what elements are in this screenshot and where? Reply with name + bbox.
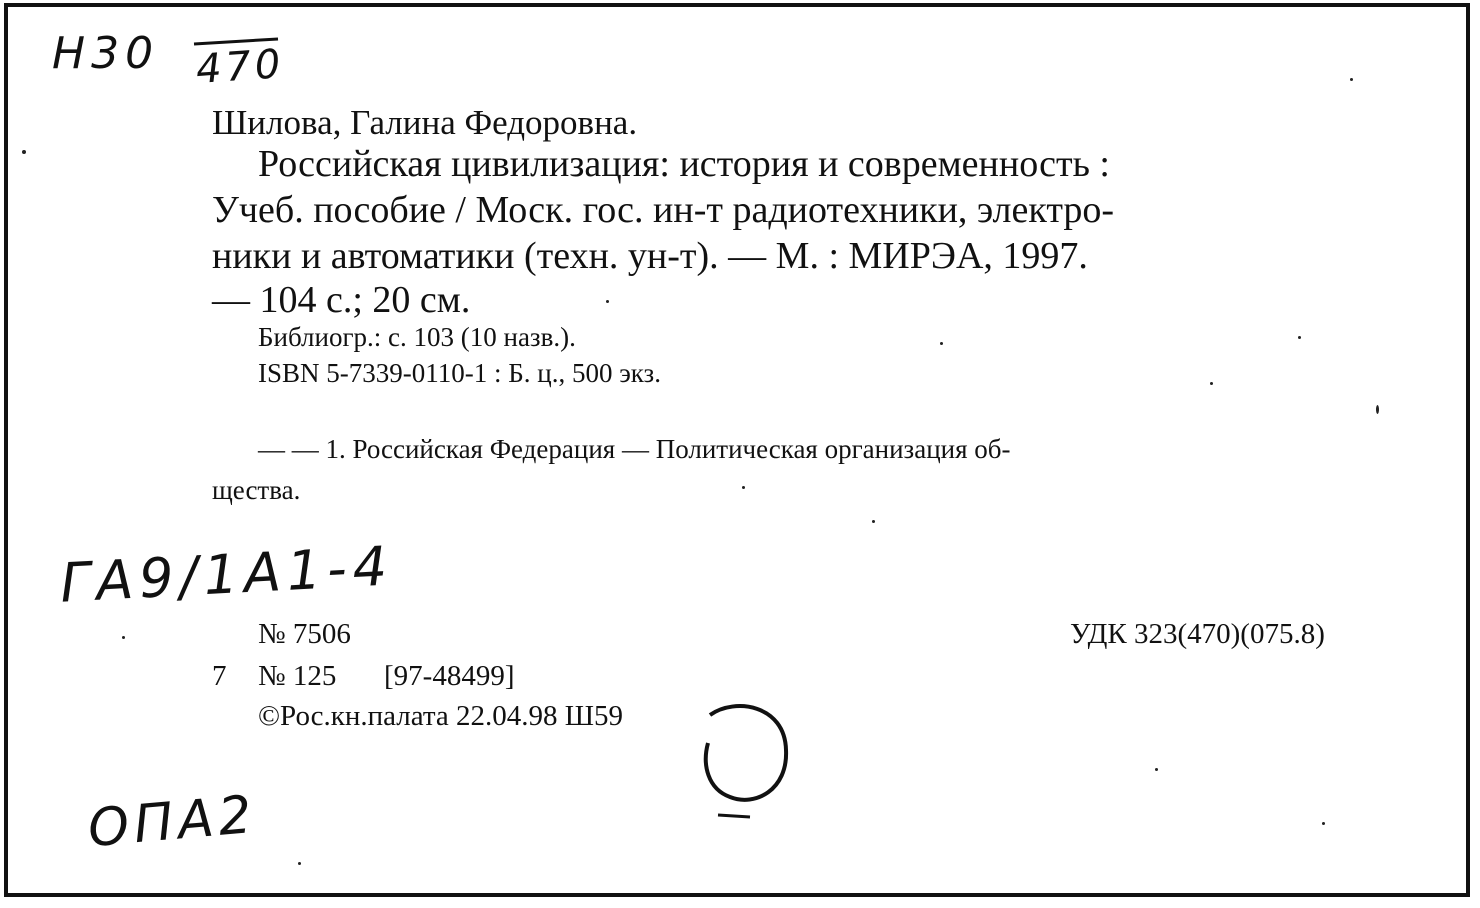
registration-prefix: 7 (212, 660, 227, 692)
scan-speck (1322, 822, 1325, 825)
scan-speck (940, 342, 943, 345)
overline-mark (192, 36, 282, 48)
description-line-1: Российская цивилизация: история и современность : (258, 143, 1110, 185)
scan-speck (742, 486, 745, 489)
registration-number: № 125 (258, 660, 337, 692)
record-number: № 7506 (258, 618, 351, 650)
scan-speck (22, 150, 26, 154)
udc-code: УДК 323(470)(075.8) (1070, 618, 1325, 650)
scan-speck (872, 520, 875, 523)
isbn-note: ISBN 5-7339-0110-1 : Б. ц., 500 экз. (258, 358, 661, 388)
scan-speck (122, 636, 125, 639)
description-line-2: Учеб. пособие / Моск. гос. ин-т радиотехники, электро- (212, 189, 1115, 231)
subject-line-2: щества. (212, 475, 301, 505)
scan-speck (1376, 405, 1379, 414)
scan-speck (1155, 768, 1158, 771)
bibliography-note: Библиогр.: с. 103 (10 назв.). (258, 322, 576, 352)
description-line-4: — 104 с.; 20 см. (212, 279, 471, 321)
author-heading: Шилова, Галина Федоровна. (212, 103, 638, 142)
call-number-handwritten: 470 (194, 40, 286, 94)
description-line-3: ники и автоматики (техн. ун-т). — М. : МИРЭА, 1997. (212, 235, 1088, 277)
handwritten-bottom-code: ОПА2 (85, 784, 259, 860)
scan-speck (1350, 78, 1353, 81)
subject-line-1: — — 1. Российская Федерация — Политическая организация об- (258, 434, 1011, 464)
scan-speck (1298, 336, 1301, 339)
handwritten-shelf-code: ГА9/1А1-4 (58, 534, 395, 615)
call-number: Н30 (52, 28, 160, 79)
hand-drawn-circle-mark (690, 695, 800, 825)
scan-speck (606, 300, 609, 303)
scan-speck (1210, 382, 1213, 385)
registration-code: [97-48499] (384, 660, 515, 692)
scan-speck (298, 862, 301, 865)
copyright-line: ©Рос.кн.палата 22.04.98 Ш59 (258, 700, 624, 732)
